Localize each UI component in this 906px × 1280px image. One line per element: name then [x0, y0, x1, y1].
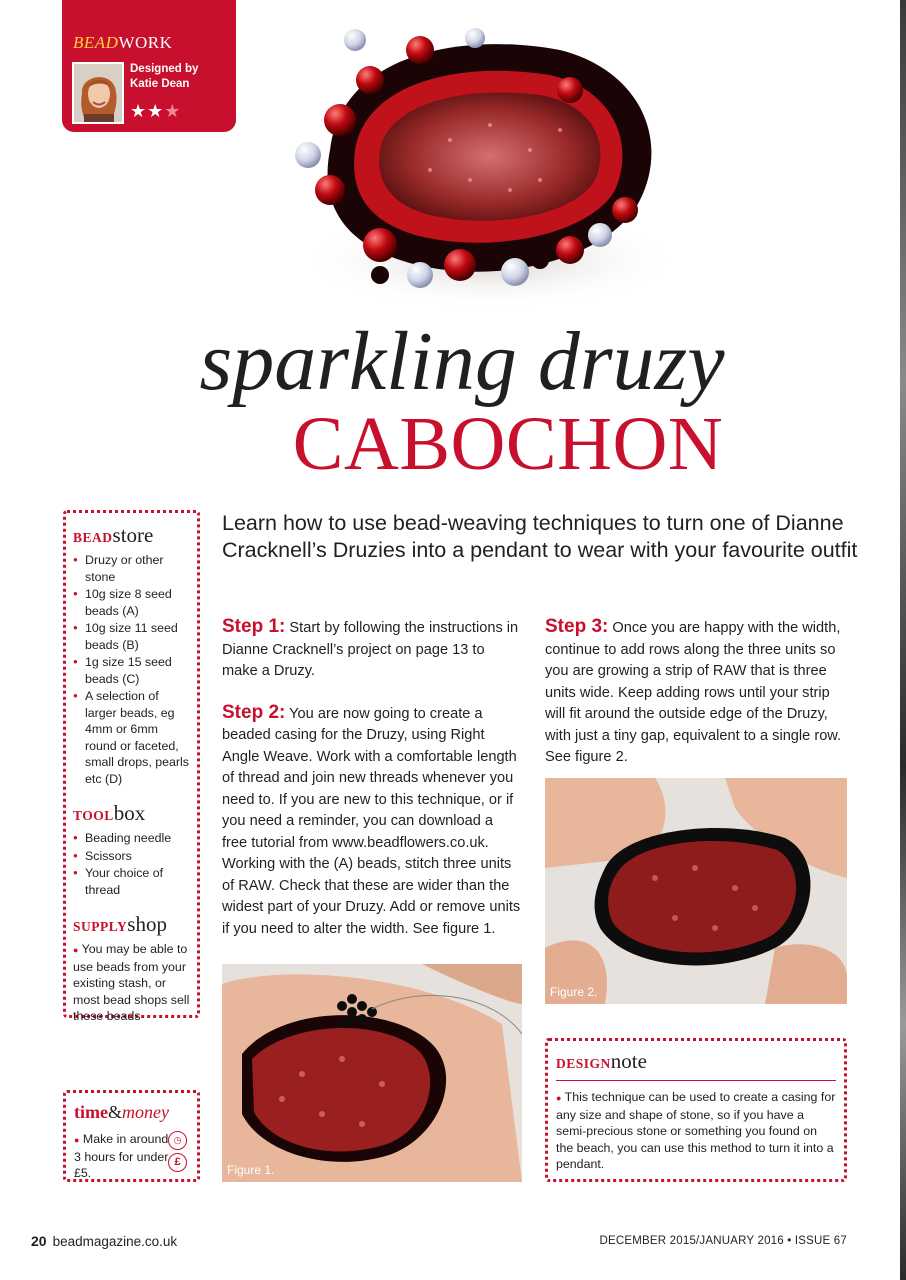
figure-2-caption: Figure 2. — [550, 985, 598, 999]
list-item: ● 10g size 11 seed beads (B) — [73, 620, 191, 653]
designer-credit: Designed by Katie Dean — [130, 63, 199, 90]
site-link[interactable]: beadmagazine.co.uk — [52, 1234, 178, 1249]
time-money-text: ● Make in around 3 hours for under £5. — [74, 1132, 169, 1180]
design-note-text: ● This technique can be used to create a casing for any size and shape of stone, so if you have a semi-precious stone or something you found on the beach, you can use this method to turn it into a pendant. — [556, 1090, 836, 1171]
design-note-box — [545, 1038, 847, 1182]
page-number: 20 — [31, 1233, 47, 1249]
pound-icon: £ — [168, 1153, 187, 1172]
supply-shop-text: ● You may be able to use beads from your existing stash, or most bead shops sell these beads — [73, 942, 190, 1023]
tool-box-heading: TOOLbox — [73, 801, 146, 825]
footer-left — [31, 1233, 177, 1249]
list-item: ● 1g size 15 seed beads (C) — [73, 654, 191, 687]
list-item: ● Beading needle — [73, 830, 191, 847]
section-label: BEADWORK — [73, 33, 173, 52]
supply-shop-heading: SUPPLYshop — [73, 912, 167, 936]
footer-issue: DECEMBER 2015/JANUARY 2016 • ISSUE 67 — [599, 1235, 847, 1247]
section-badge — [62, 0, 236, 132]
step-2: Step 2: You are now going to create a beaded casing for the Druzy, using Right Angle Weave. Work with a comfortable length of thread and join new threads whenever you need to. If you are new to this technique, or if you need a reminder, you can download a free tutorial from www.beadflowers.co.uk. Working with the (A) beads, stitch three units of RAW. Check that these are wider than the widest part of your Druzy. Add or remove units if you need to alter the width. See figure 1. — [222, 701, 521, 937]
figure-1-caption: Figure 1. — [227, 1163, 275, 1177]
designer-photo — [72, 62, 124, 124]
column-left — [222, 616, 522, 959]
page-edge-strip — [900, 0, 906, 1280]
time-money-heading: time&money — [74, 1102, 169, 1122]
title-line-1: sparkling druzy — [199, 315, 725, 408]
column-right — [545, 616, 847, 788]
hero-cabochon-image — [270, 0, 690, 330]
tool-box-list — [73, 830, 191, 898]
design-note-heading: DESIGNnote — [556, 1049, 836, 1081]
intro-text: Learn how to use bead-weaving techniques to turn one of Dianne Cracknell’s Druzies into a pendant to wear with your favourite outfit — [222, 511, 858, 562]
time-money-box — [63, 1090, 200, 1182]
list-item: ● Your choice of thread — [73, 865, 191, 898]
step-1: Step 1: Start by following the instructions in Dianne Cracknell’s project on page 13 to make a Druzy. — [222, 616, 519, 679]
difficulty-stars: ★★★ — [130, 101, 182, 121]
step-3: Step 3: Once you are happy with the width, continue to add rows along the three units so you are growing a strip of RAW that is three units wide. Keep adding rows until your strip will fit around the outside edge of the Druzy, with just a tiny gap, equivalent to a single row. See figure 2. — [545, 616, 842, 765]
list-item: ● 10g size 8 seed beads (A) — [73, 586, 191, 619]
figure-1-photo — [222, 964, 522, 1182]
list-item: ● A selection of larger beads, eg 4mm or 6mm round or faceted, small drops, pearls etc (D) — [73, 688, 191, 787]
title-line-2: CABOCHON — [292, 402, 724, 486]
list-item: ● Scissors — [73, 848, 191, 865]
bead-store-list — [73, 552, 191, 787]
figure-2-photo — [545, 778, 847, 1004]
bead-store-heading: BEADstore — [73, 523, 154, 547]
list-item: ● Druzy or other stone — [73, 552, 191, 585]
materials-sidebar — [63, 510, 200, 1023]
clock-icon: ◷ — [168, 1131, 187, 1150]
